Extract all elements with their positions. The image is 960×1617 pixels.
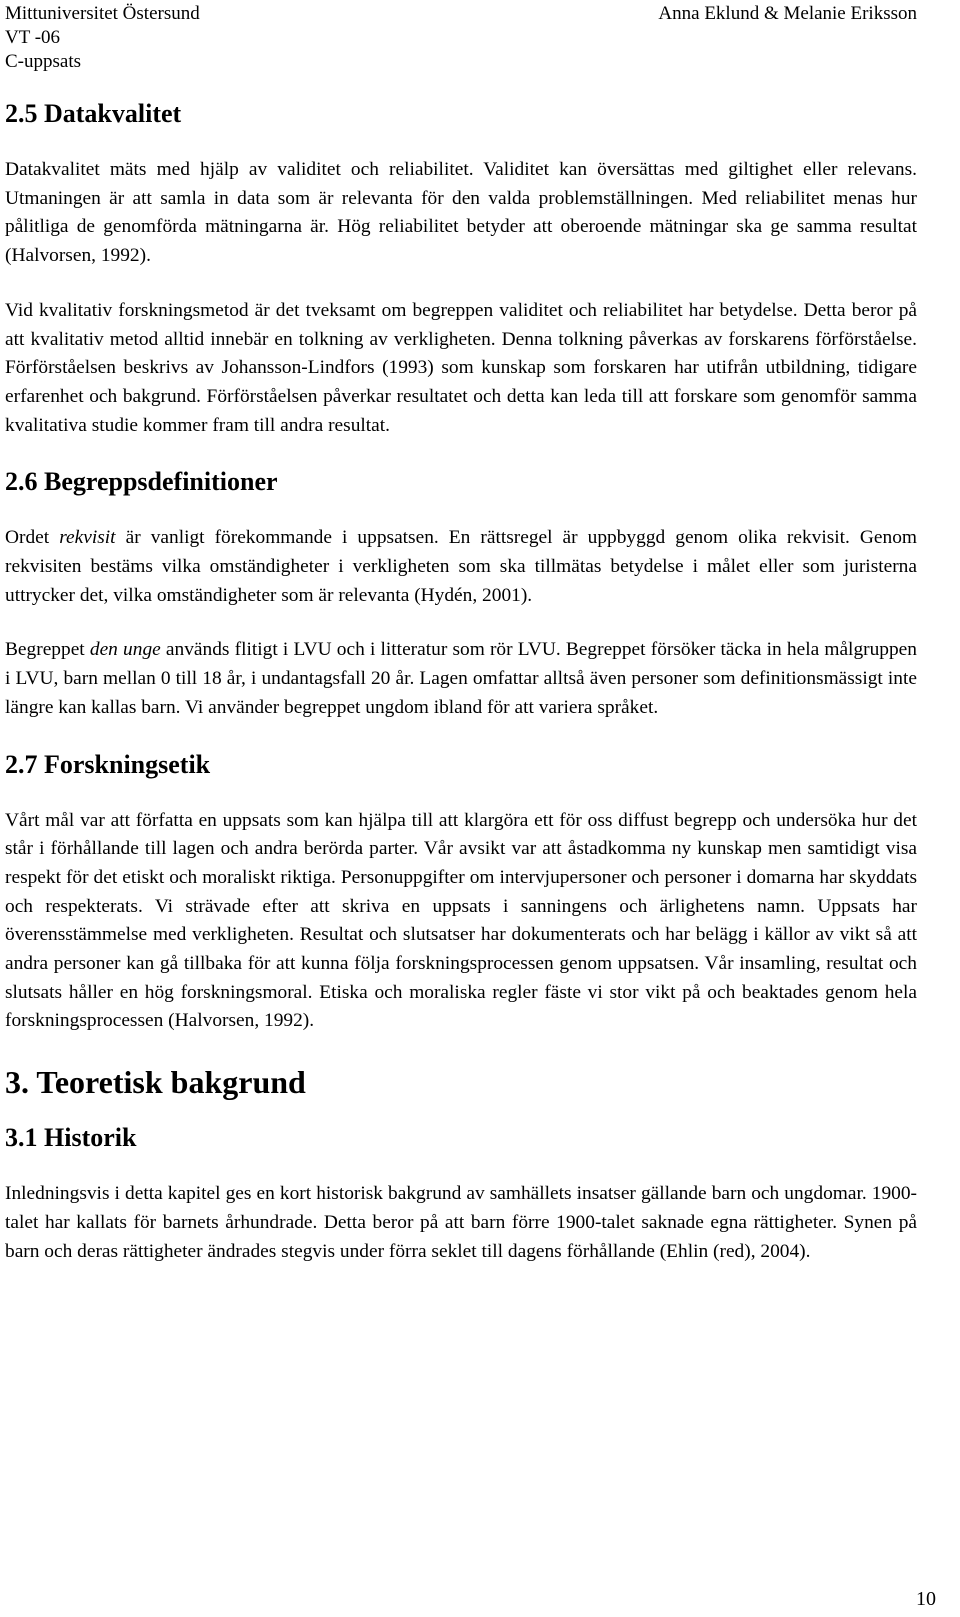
- header-institution: Mittuniversitet Östersund: [5, 3, 200, 24]
- text-run: används flitigt i LVU och i litteratur som rör LVU. Begreppet försöker täcka in hela målgruppen i LVU, barn mellan 0 till 18 år, i undantagsfall 20 år. Lagen omfattar alltså även personer som definitionsmässigt inte längre kan kallas barn. Vi använder begreppet ungdom ibland för att variera språket.: [5, 639, 917, 718]
- text-run: Ordet: [5, 527, 60, 549]
- section-heading-2-5: 2.5 Datakvalitet: [5, 99, 182, 128]
- italic-term-den-unge: den unge: [89, 639, 161, 661]
- document-body: [5, 98, 917, 1266]
- paragraph-datakvalitet-1: Datakvalitet mäts med hjälp av validitet och reliabilitet. Validitet kan översättas med giltighet eller relevans. Utmaningen är att samla in data som är relevanta för den valda problemställningen. Med reliabilitet menas hur pålitliga de genomförda mätningarna är. Hög reliabilitet betyder att oberoende mätningar ska ge samma resultat (Halvorsen, 1992).: [5, 159, 917, 267]
- text-run: är vanligt förekommande i uppsatsen. En rättsregel är uppbyggd genom olika rekvisit. Genom rekvisiten bestäms vilka omständigheter i verkligheten som ska tillmätas betydelse i målet eller som juristerna uttrycker det, vilka omständigheter som är relevanta (Hydén, 2001).: [5, 527, 918, 606]
- header-authors: Anna Eklund & Melanie Eriksson: [658, 3, 917, 24]
- paragraph-historik: Inledningsvis i detta kapitel ges en kort historisk bakgrund av samhällets insatser gällande barn och ungdomar. 1900-talet har kallats för barnets århundrade. Detta beror på att barn förre 1900-talet saknade egna rättigheter. Synen på barn och deras rättigheter ändrades stegvis under förra seklet till dagens förhållande (Ehlin (red), 2004).: [5, 1183, 917, 1262]
- page-number: 10: [916, 1588, 936, 1610]
- text-run: Begreppet: [5, 639, 90, 661]
- section-heading-2-6: 2.6 Begreppsdefinitioner: [5, 467, 278, 497]
- paragraph-begrepp-2: [5, 636, 917, 722]
- italic-term-rekvisit: rekvisit: [59, 527, 116, 549]
- section-heading-2-7: 2.7 Forskningsetik: [5, 749, 211, 779]
- header-term: VT -06: [5, 27, 61, 48]
- page-header: [5, 2, 917, 74]
- paragraph-begrepp-1: [5, 524, 917, 610]
- section-heading-3-1: 3.1 Historik: [5, 1123, 137, 1153]
- header-type: C-uppsats: [5, 51, 81, 72]
- paragraph-datakvalitet-2: Vid kvalitativ forskningsmetod är det tveksamt om begreppen validitet och reliabilitet har betydelse. Detta beror på att kvalitativ metod alltid innebär en tolkning av verkligheten. Denna tolkning påverkas av forskarens förförståelse. Förförståelsen beskrivs av Johansson-Lindfors (1993) som kunskap som forskaren har utifrån utbildning, tidigare erfarenhet och bakgrund. Förförståelsen påverkar resultatet och detta kan leda till att forskare som genomför samma kvalitativa studie kommer fram till andra resultat.: [5, 299, 917, 436]
- chapter-heading-3: 3. Teoretisk bakgrund: [5, 1064, 306, 1101]
- paragraph-forskningsetik: Vårt mål var att författa en uppsats som kan hjälpa till att klargöra ett för oss diffust begrepp och undersöka hur det står i förhållande till lagen och andra berörda parter. Vår avsikt var att åstadkomma ny kunskap men samtidigt visa respekt för det etiskt och moraliskt riktiga. Personuppgifter om intervjupersoner och personer i domarna har skyddats och respekterats. Vi strävade efter att skriva en uppsats i sanningens och ärlighetens namn. Uppsats har överensstämmelse med verkligheten. Resultat och slutsatser har dokumenterats och har belägg i källor av vikt så att andra personer kan gå tillbaka för att kunna följa forskningsprocessen genom uppsatsen. Vår insamling, resultat och slutsats håller en hög forskningsmoral. Etiska och moraliska regler fäste vi stor vikt på och beaktades genom hela forskningsprocessen (Halvorsen, 1992).: [5, 809, 917, 1032]
